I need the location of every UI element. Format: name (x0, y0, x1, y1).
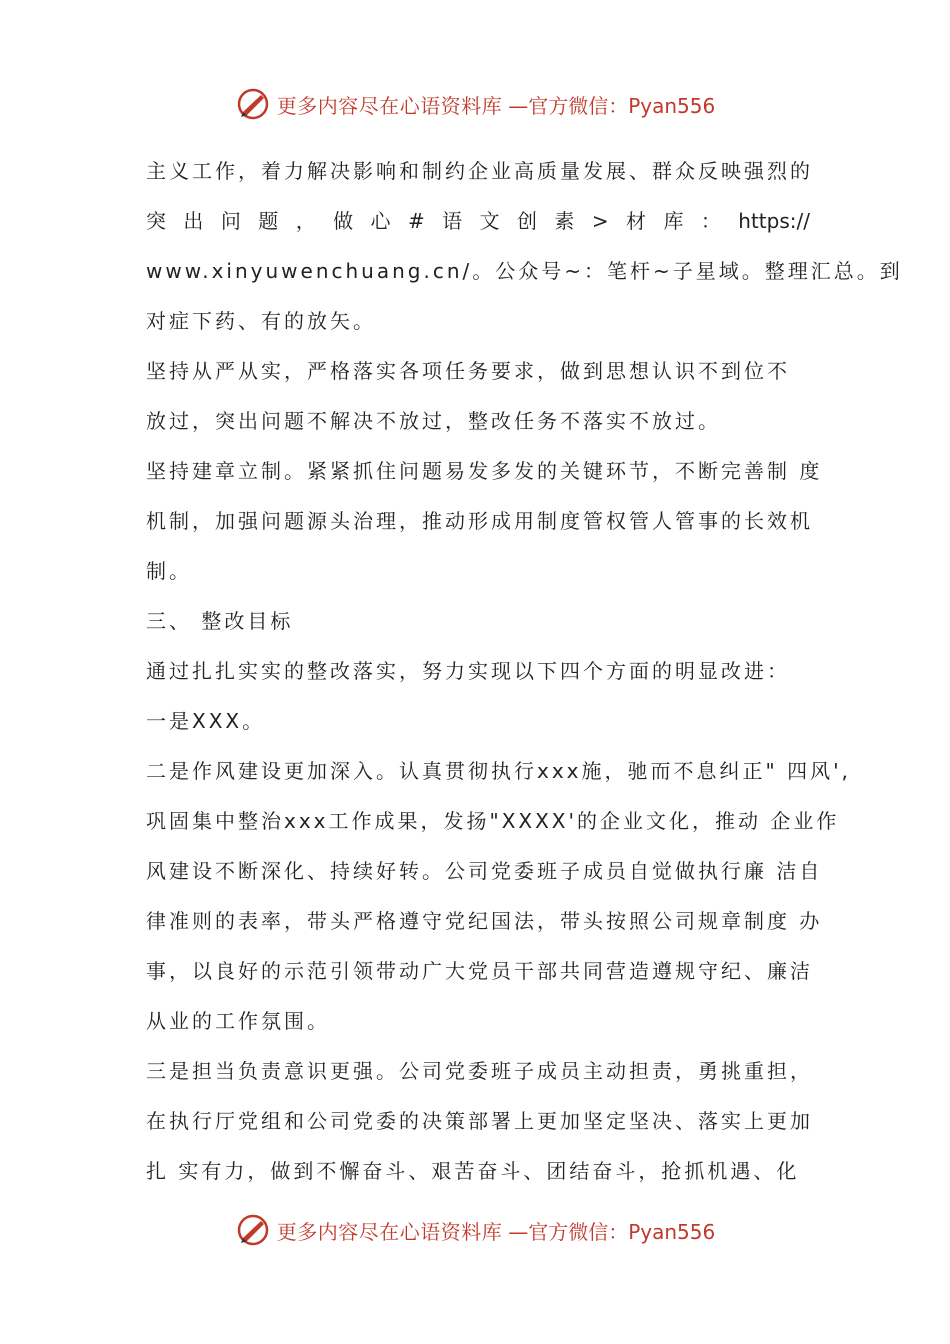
text-line-21: 扎 实有力，做到不懈奋斗、艰苦奋斗、团结奋斗，抢抓机遇、化 (146, 1159, 800, 1183)
pen-logo-icon (235, 86, 271, 122)
text-line-7: 坚持建章立制。紧紧抓住问题易发多发的关键环节，不断完善制 度 (146, 459, 823, 483)
char: 做 (333, 209, 354, 233)
text-line-20: 在执行厅党组和公司党委的决策部署上更加坚定坚决、落实上更加 (146, 1109, 813, 1133)
text-line-11: 通过扎扎实实的整改落实，努力实现以下四个方面的明显改进： (146, 659, 790, 683)
char: 问 (220, 209, 241, 233)
document-body (146, 146, 903, 1196)
footer-banner (0, 1210, 950, 1250)
char: 文 (479, 209, 500, 233)
pen-logo-icon (235, 1212, 271, 1248)
char: 出 (183, 209, 204, 233)
text-line-13: 二是作风建设更加深入。认真贯彻执行xxx施，驰而不息纠正" 四风', (146, 759, 851, 783)
header-banner (0, 84, 950, 124)
char: > (591, 209, 609, 233)
section-heading: 三、 整改目标 (146, 609, 294, 633)
text-line-16: 律准则的表率，带头严格遵守党纪国法，带头按照公司规章制度 办 (146, 909, 823, 933)
char: # (407, 209, 425, 233)
char: ： (700, 209, 721, 233)
text-line-17: 事，以良好的示范引领带动广大党员干部共同营造遵规守纪、廉洁 (146, 959, 813, 983)
text-line-5: 坚持从严从实，严格落实各项任务要求，做到思想认识不到位不 (146, 359, 790, 383)
banner-title: 更多内容尽在心语资料库 (276, 93, 503, 118)
text-line-8: 机制，加强问题源头治理，推动形成用制度管权管人管事的长效机 (146, 509, 813, 533)
char: 创 (516, 209, 537, 233)
text-line-3: www.xinyuwenchuang.cn/。公众号~：笔杆~子星域。整理汇总。到 (146, 259, 903, 283)
text-line-1: 主义工作，着力解决影响和制约企业高质量发展、群众反映强烈的 (146, 159, 813, 183)
char: ， (295, 209, 316, 233)
char: 材 (626, 209, 647, 233)
banner-subtitle: —官方微信：Pyan556 (508, 93, 716, 118)
text-line-19: 三是担当负责意识更强。公司党委班子成员主动担责，勇挑重担， (146, 1059, 813, 1083)
text-line-9: 制。 (146, 559, 192, 583)
banner-subtitle: —官方微信：Pyan556 (508, 1219, 716, 1244)
text-line-18: 从业的工作氛围。 (146, 1009, 330, 1033)
url-fragment: https:// (738, 209, 810, 233)
char: 突 (146, 209, 166, 233)
text-line-15: 风建设不断深化、持续好转。公司党委班子成员自觉做执行廉 洁自 (146, 859, 823, 883)
char: 素 (554, 209, 575, 233)
char: 语 (442, 209, 463, 233)
text-line-12: 一是XXX。 (146, 709, 266, 733)
text-line-14: 巩固集中整治xxx工作成果，发扬"XXXX'的企业文化，推动 企业作 (146, 809, 840, 833)
banner-title: 更多内容尽在心语资料库 (276, 1219, 503, 1244)
char: 题 (258, 209, 279, 233)
text-line-2-spread (146, 196, 810, 246)
char: 心 (370, 209, 391, 233)
text-line-4: 对症下药、有的放矢。 (146, 309, 376, 333)
char: 库 (663, 209, 684, 233)
text-line-6: 放过，突出问题不解决不放过，整改任务不落实不放过。 (146, 409, 721, 433)
